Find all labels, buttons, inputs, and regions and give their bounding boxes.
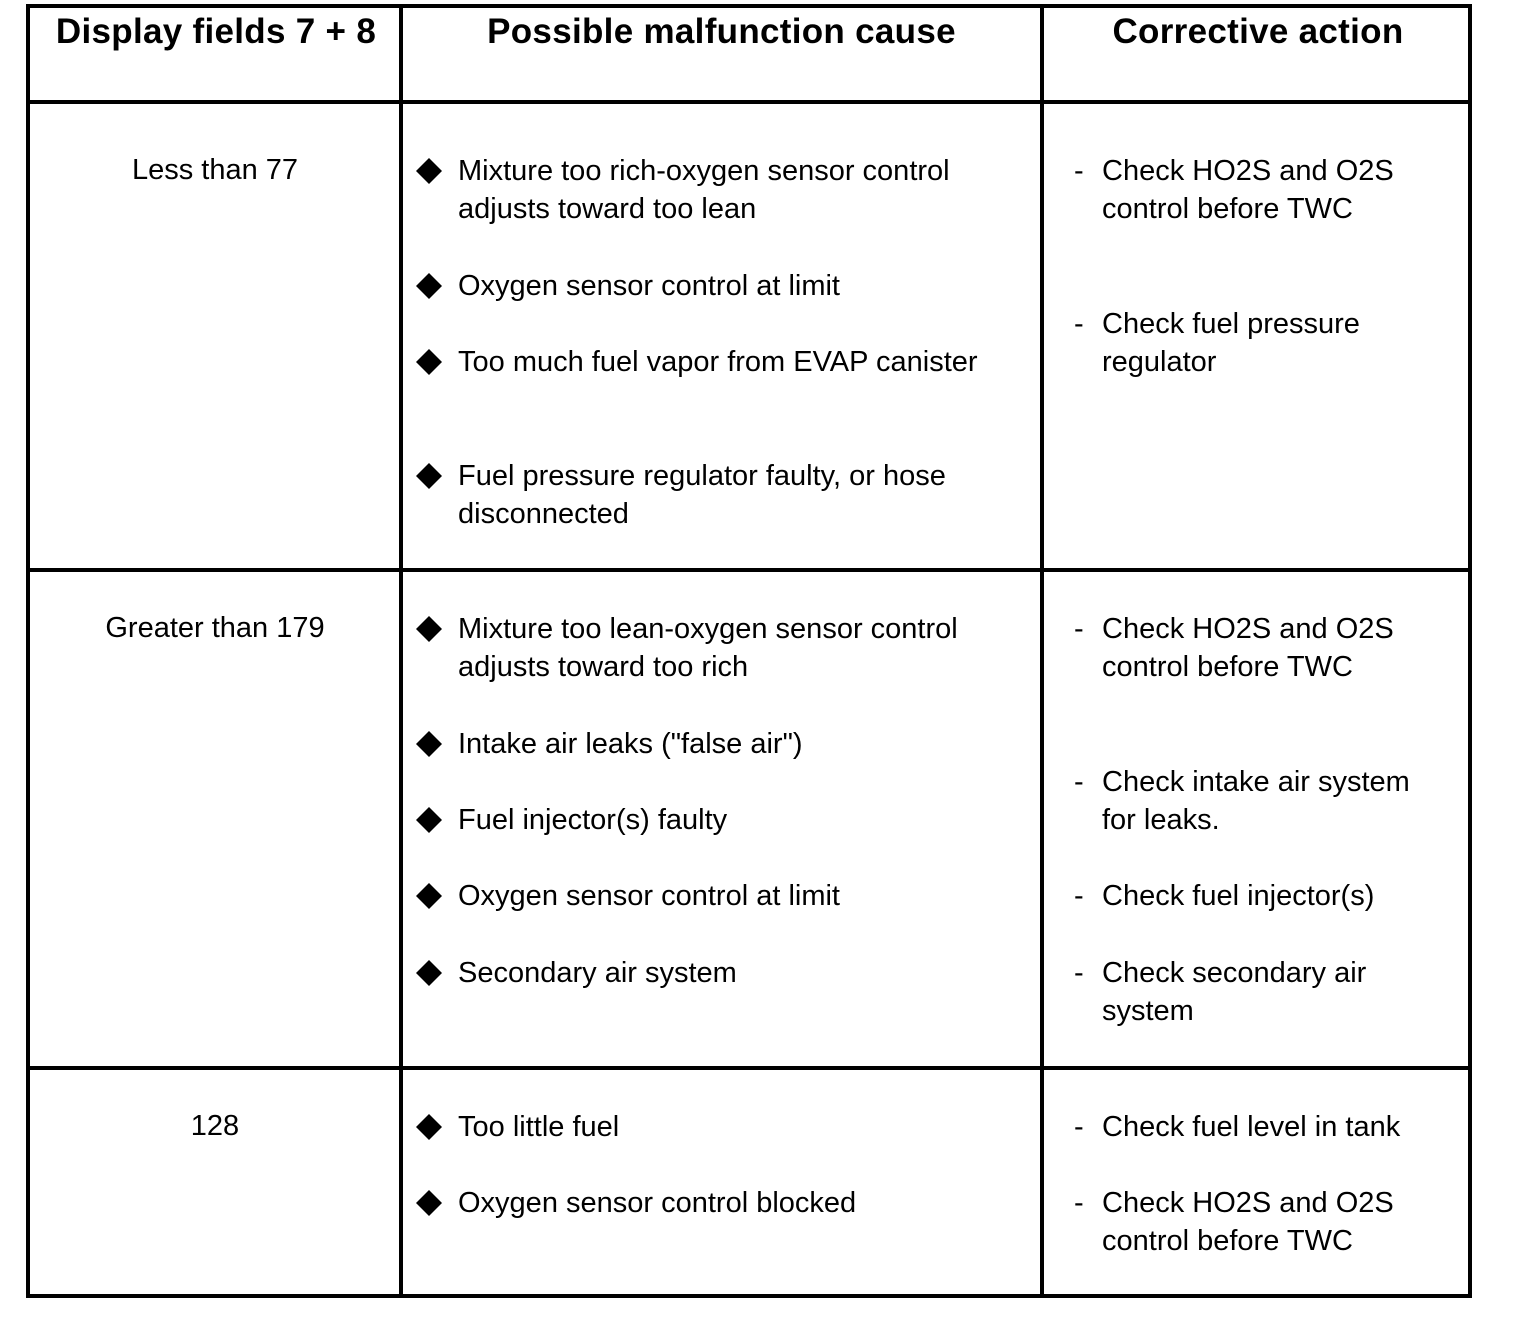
diamond-bullet-icon bbox=[416, 463, 442, 489]
header-display-fields: Display fields 7 + 8 bbox=[55, 12, 377, 51]
list-item: - Check secondary air system bbox=[1044, 954, 1434, 1030]
list-item: Intake air leaks ("false air") bbox=[416, 725, 1016, 763]
list-item: Fuel injector(s) faulty bbox=[416, 801, 1016, 839]
list-item: Secondary air system bbox=[416, 954, 1016, 992]
diamond-bullet-icon bbox=[416, 273, 442, 299]
dash-bullet: - bbox=[1074, 308, 1084, 340]
list-item: - Check intake air system for leaks. bbox=[1044, 763, 1434, 839]
dash-bullet: - bbox=[1074, 613, 1084, 645]
diamond-bullet-icon bbox=[416, 731, 442, 757]
condition-cell: Greater than 179 bbox=[105, 612, 325, 644]
diamond-bullet-icon bbox=[416, 960, 442, 986]
list-item: - Check fuel injector(s) bbox=[1044, 877, 1434, 915]
list-item: - Check HO2S and O2S control before TWC bbox=[1044, 1184, 1434, 1260]
dash-bullet: - bbox=[1074, 155, 1084, 187]
list-item: Too much fuel vapor from EVAP canister bbox=[416, 343, 1016, 381]
row-divider bbox=[30, 568, 1468, 572]
column-divider bbox=[399, 8, 403, 1294]
diamond-bullet-icon bbox=[416, 1190, 442, 1216]
diagnostic-table bbox=[26, 4, 1472, 1298]
diamond-bullet-icon bbox=[416, 807, 442, 833]
list-item: - Check fuel level in tank bbox=[1044, 1108, 1434, 1146]
dash-bullet: - bbox=[1074, 957, 1084, 989]
list-item: - Check fuel pressure regulator bbox=[1044, 305, 1434, 381]
row-divider bbox=[30, 100, 1468, 104]
header-malfunction-cause: Possible malfunction cause bbox=[487, 12, 956, 51]
dash-bullet: - bbox=[1074, 880, 1084, 912]
dash-bullet: - bbox=[1074, 1111, 1084, 1143]
header-corrective-action: Corrective action bbox=[1112, 12, 1404, 51]
diamond-bullet-icon bbox=[416, 1114, 442, 1140]
diamond-bullet-icon bbox=[416, 883, 442, 909]
list-item: - Check HO2S and O2S control before TWC bbox=[1044, 610, 1434, 686]
list-item: Oxygen sensor control blocked bbox=[416, 1184, 1016, 1222]
row-divider bbox=[30, 1066, 1468, 1070]
list-item: Too little fuel bbox=[416, 1108, 1016, 1146]
list-item: Mixture too rich-oxygen sensor control adjusts toward too lean bbox=[416, 152, 1016, 228]
list-item: Fuel pressure regulator faulty, or hose disconnected bbox=[416, 457, 1016, 533]
list-item: Oxygen sensor control at limit bbox=[416, 267, 1016, 305]
list-item: - Check HO2S and O2S control before TWC bbox=[1044, 152, 1434, 228]
diamond-bullet-icon bbox=[416, 349, 442, 375]
list-item: Oxygen sensor control at limit bbox=[416, 877, 1016, 915]
dash-bullet: - bbox=[1074, 1187, 1084, 1219]
diamond-bullet-icon bbox=[416, 616, 442, 642]
dash-bullet: - bbox=[1074, 766, 1084, 798]
diamond-bullet-icon bbox=[416, 158, 442, 184]
condition-cell: 128 bbox=[190, 1110, 240, 1142]
list-item: Mixture too lean-oxygen sensor control adjusts toward too rich bbox=[416, 610, 1016, 686]
condition-cell: Less than 77 bbox=[131, 154, 299, 186]
